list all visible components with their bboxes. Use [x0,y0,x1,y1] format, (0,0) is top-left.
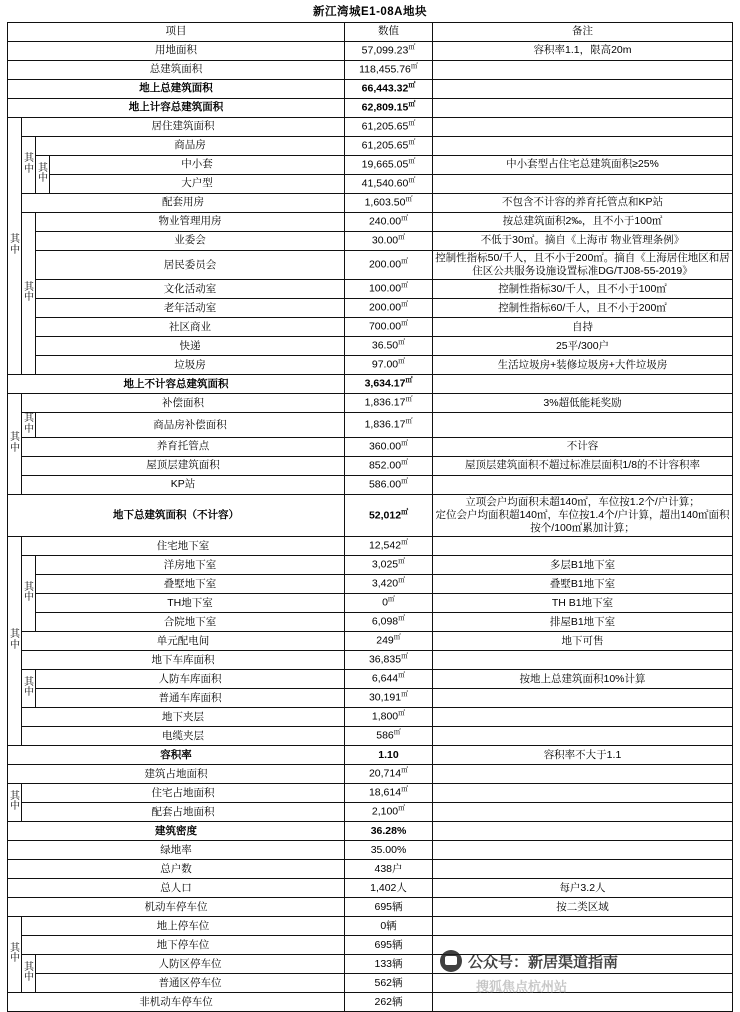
row-value: 62,809.15㎡ [345,99,433,118]
row-label: 电缆夹层 [22,727,345,746]
table-row [8,375,733,394]
group-marker-qizhong: 其中 [8,394,22,495]
table-row [8,708,733,727]
row-label: 容积率 [8,746,345,765]
row-value: 66,443.32㎡ [345,80,433,99]
row-label: 总建筑面积 [8,61,345,80]
unit-sqm: ㎡ [401,282,409,290]
row-label: 用地面积 [8,42,345,61]
row-label: 绿地率 [8,841,345,860]
row-value: 200.00㎡ [345,299,433,318]
row-value: 3,420㎡ [345,575,433,594]
group-marker-qizhong: 其中 [22,413,36,438]
row-note: 按二类区域 [433,898,733,917]
watermark-sub-text: 搜狐焦点杭州站 [476,979,568,995]
row-label: 住宅地下室 [22,537,345,556]
row-note [433,784,733,803]
row-label: TH地下室 [36,594,345,613]
row-label: 居民委员会 [36,251,345,280]
row-note [433,175,733,194]
row-value: 3,634.17㎡ [345,375,433,394]
unit-sqm: ㎡ [398,577,406,585]
table-row [8,651,733,670]
table-row [8,670,733,689]
table-row [8,613,733,632]
row-label: 非机动车停车位 [8,993,345,1012]
table-row [8,394,733,413]
row-label: 洋房地下室 [36,556,345,575]
row-value: 118,455.76㎡ [345,61,433,80]
row-note [433,993,733,1012]
group-marker-qizhong: 其中 [8,917,22,993]
row-label: 垃圾房 [36,356,345,375]
row-value: 12,542㎡ [345,537,433,556]
row-note: 容积率不大于1.1 [433,746,733,765]
row-note [433,860,733,879]
row-note: 不包含不计容的养育托管点和KP站 [433,194,733,213]
table-row [8,494,733,536]
row-note: 多层B1地下室 [433,556,733,575]
row-label: 地上总建筑面积 [8,80,345,99]
unit-sqm: ㎡ [393,729,401,737]
row-label: 养育托管点 [22,437,345,456]
unit-sqm: ㎡ [398,615,406,623]
table-row [8,99,733,118]
row-note [433,118,733,137]
row-value: 36,835㎡ [345,651,433,670]
row-label: 商品房补偿面积 [36,413,345,438]
row-label: 商品房 [36,137,345,156]
row-value: 2,100㎡ [345,803,433,822]
row-value: 52,012㎡ [345,494,433,536]
row-value: 695辆 [345,936,433,955]
row-label: 人防区停车位 [36,955,345,974]
row-value: 586㎡ [345,727,433,746]
row-label: 建筑密度 [8,822,345,841]
row-note: 容积率1.1，限高20m [433,42,733,61]
table-row [8,318,733,337]
row-note: 每户3.2人 [433,879,733,898]
row-label: 地下停车位 [22,936,345,955]
row-note: 控制性指标60/千人，且不小于200㎡ [433,299,733,318]
group-marker-qizhong: 其中 [22,670,36,708]
unit-sqm: ㎡ [401,320,409,328]
row-value: 61,205.65㎡ [345,137,433,156]
unit-sqm: ㎡ [393,634,401,642]
row-value: 1,800㎡ [345,708,433,727]
table-header-row [8,23,733,42]
row-note [433,841,733,860]
row-value: 57,099.23㎡ [345,42,433,61]
group-marker-qizhong: 其中 [8,118,22,375]
row-label: KP站 [22,475,345,494]
row-note: 生活垃圾房+装修垃圾房+大件垃圾房 [433,356,733,375]
unit-sqm: ㎡ [401,215,409,223]
row-value: 30,191㎡ [345,689,433,708]
table-row [8,917,733,936]
row-note: 3%超低能耗奖励 [433,394,733,413]
row-value: 133辆 [345,955,433,974]
row-note: 25平/300户 [433,337,733,356]
unit-label: 辆 [392,938,403,951]
row-label: 地下夹层 [22,708,345,727]
row-value: 20,714㎡ [345,765,433,784]
row-label: 业委会 [36,232,345,251]
row-value: 200.00㎡ [345,251,433,280]
row-label: 单元配电间 [22,632,345,651]
table-row [8,936,733,955]
table-row [8,80,733,99]
unit-label: 辆 [392,900,403,913]
row-label: 补偿面积 [22,394,345,413]
row-label: 叠墅地下室 [36,575,345,594]
row-label: 配套用房 [22,194,345,213]
table-row [8,356,733,375]
row-note [433,413,733,438]
row-note: 控制性指标50/千人，且不小于200㎡。摘自《上海居住地区和居住区公共服务设施设置标准DG/TJ08-55-2019》 [433,251,733,280]
table-row [8,137,733,156]
unit-label: 辆 [386,919,397,932]
table-row [8,556,733,575]
table-row [8,632,733,651]
row-value: 249㎡ [345,632,433,651]
table-row [8,727,733,746]
row-note [433,375,733,394]
row-note [433,955,733,974]
table-row [8,689,733,708]
row-note: 不低于30㎡。摘自《上海市 物业管理条例》 [433,232,733,251]
table-row [8,42,733,61]
row-note [433,61,733,80]
row-note: 叠墅B1地下室 [433,575,733,594]
row-value: 562辆 [345,974,433,993]
row-note [433,651,733,670]
unit-label: 户 [392,862,403,875]
table-row [8,537,733,556]
row-value: 438户 [345,860,433,879]
row-label: 地上不计容总建筑面积 [8,375,345,394]
table-row [8,784,733,803]
row-value: 30.00㎡ [345,232,433,251]
row-note [433,974,733,993]
row-value: 262辆 [345,993,433,1012]
row-value: 700.00㎡ [345,318,433,337]
unit-sqm: ㎡ [398,805,406,813]
table-row [8,213,733,232]
row-value: 852.00㎡ [345,456,433,475]
row-note: 排屋B1地下室 [433,613,733,632]
table-body [8,23,733,1012]
unit-sqm: ㎡ [401,767,409,775]
row-note: TH B1地下室 [433,594,733,613]
unit-sqm: ㎡ [398,358,406,366]
unit-label: 人 [396,881,407,894]
unit-sqm: ㎡ [405,418,413,426]
table-row [8,437,733,456]
table-row [8,993,733,1012]
column-header-note: 备注 [433,23,733,42]
row-label: 普通车库面积 [36,689,345,708]
group-marker-qizhong: 其中 [22,213,36,375]
row-label: 地上计容总建筑面积 [8,99,345,118]
row-label: 总人口 [8,879,345,898]
unit-sqm: ㎡ [408,139,416,147]
unit-sqm: ㎡ [401,539,409,547]
table-row [8,118,733,137]
row-value: 6,098㎡ [345,613,433,632]
unit-sqm: ㎡ [405,196,413,204]
row-label: 物业管理用房 [36,213,345,232]
unit-sqm: ㎡ [398,672,406,680]
row-value: 35.00% [345,841,433,860]
table-row [8,475,733,494]
row-note [433,80,733,99]
row-note [433,765,733,784]
unit-sqm: ㎡ [408,120,416,128]
row-label: 机动车停车位 [8,898,345,917]
row-value: 1,402人 [345,879,433,898]
row-value: 100.00㎡ [345,280,433,299]
row-note [433,917,733,936]
row-value: 6,644㎡ [345,670,433,689]
row-label: 地下车库面积 [22,651,345,670]
unit-label: 辆 [392,976,403,989]
row-value: 586.00㎡ [345,475,433,494]
table-row [8,594,733,613]
row-note [433,537,733,556]
group-marker-qizhong: 其中 [36,156,50,194]
row-note: 立项会户均面积未超140㎡，车位按1.2个/户计算； 定位会户均面积超140㎡，车位按1.4个/户计算，超出140㎡面积按个/100㎡累加计算； [433,494,733,536]
column-header-value: 数值 [345,23,433,42]
table-row [8,746,733,765]
table-row [8,974,733,993]
unit-sqm: ㎡ [401,478,409,486]
row-note: 屋顶层建筑面积不超过标准层面积1/8的不计容积率 [433,456,733,475]
row-label: 普通区停车位 [36,974,345,993]
row-value: 360.00㎡ [345,437,433,456]
row-note [433,822,733,841]
unit-sqm: ㎡ [398,339,406,347]
row-value: 18,614㎡ [345,784,433,803]
group-marker-qizhong: 其中 [22,556,36,632]
table-row [8,232,733,251]
row-label: 快递 [36,337,345,356]
row-note [433,803,733,822]
table-row [8,765,733,784]
row-value: 240.00㎡ [345,213,433,232]
row-note [433,936,733,955]
row-value: 36.50㎡ [345,337,433,356]
group-marker-qizhong: 其中 [22,955,36,993]
unit-sqm: ㎡ [401,691,409,699]
row-note: 按总建筑面积2‰，且不小于100㎡ [433,213,733,232]
table-row [8,61,733,80]
row-value: 1,836.17㎡ [345,394,433,413]
table-row [8,337,733,356]
unit-sqm: ㎡ [408,44,416,52]
group-marker-qizhong: 其中 [8,784,22,822]
table-row [8,803,733,822]
row-note [433,99,733,118]
unit-sqm: ㎡ [401,301,409,309]
unit-sqm: ㎡ [408,82,416,90]
row-label: 大户型 [50,175,345,194]
row-note: 不计容 [433,437,733,456]
group-marker-qizhong: 其中 [22,137,36,194]
unit-sqm: ㎡ [398,234,406,242]
table-row [8,175,733,194]
row-value: 695辆 [345,898,433,917]
row-label: 人防车库面积 [36,670,345,689]
unit-sqm: ㎡ [408,177,416,185]
table-row [8,413,733,438]
column-header-item: 项目 [8,23,345,42]
table-row [8,251,733,280]
row-note [433,689,733,708]
page-title: 新江湾城E1-08A地块 [313,6,427,18]
table-row [8,898,733,917]
row-label: 居住建筑面积 [22,118,345,137]
row-value: 3,025㎡ [345,556,433,575]
unit-sqm: ㎡ [401,440,409,448]
table-row [8,841,733,860]
unit-sqm: ㎡ [405,377,413,385]
row-value: 0㎡ [345,594,433,613]
row-note [433,475,733,494]
row-note: 中小套型占住宅总建筑面积≥25% [433,156,733,175]
unit-label: 辆 [392,957,403,970]
row-label: 配套占地面积 [22,803,345,822]
row-note: 地下可售 [433,632,733,651]
row-label: 老年活动室 [36,299,345,318]
unit-sqm: ㎡ [398,710,406,718]
table-row [8,575,733,594]
unit-sqm: ㎡ [401,508,409,516]
row-note [433,727,733,746]
row-label: 住宅占地面积 [22,784,345,803]
table-row [8,299,733,318]
spec-table [7,22,733,1012]
row-note: 按地上总建筑面积10%计算 [433,670,733,689]
unit-sqm: ㎡ [410,63,418,71]
row-note: 控制性指标30/千人，且不小于100㎡ [433,280,733,299]
row-value: 1,603.50㎡ [345,194,433,213]
table-row [8,955,733,974]
row-value: 0辆 [345,917,433,936]
unit-sqm: ㎡ [401,786,409,794]
unit-label: 辆 [392,995,403,1008]
row-value: 61,205.65㎡ [345,118,433,137]
row-note [433,137,733,156]
table-row [8,822,733,841]
row-value: 41,540.60㎡ [345,175,433,194]
unit-sqm: ㎡ [401,653,409,661]
table-row [8,156,733,175]
row-value: 97.00㎡ [345,356,433,375]
row-label: 社区商业 [36,318,345,337]
row-note [433,708,733,727]
row-label: 地上停车位 [22,917,345,936]
row-label: 合院地下室 [36,613,345,632]
unit-sqm: ㎡ [408,158,416,166]
row-value: 36.28% [345,822,433,841]
row-label: 屋顶层建筑面积 [22,456,345,475]
table-row [8,280,733,299]
row-value: 1.10 [345,746,433,765]
table-row [8,456,733,475]
unit-sqm: ㎡ [401,459,409,467]
row-value: 1,836.17㎡ [345,413,433,438]
watermark-main-text: 公众号：新居渠道指南 [468,953,619,971]
unit-sqm: ㎡ [387,596,395,604]
row-label: 中小套 [50,156,345,175]
table-row [8,860,733,879]
table-row [8,879,733,898]
row-label: 文化活动室 [36,280,345,299]
row-note: 自持 [433,318,733,337]
unit-sqm: ㎡ [401,258,409,266]
row-label: 地下总建筑面积（不计容） [8,494,345,536]
unit-sqm: ㎡ [398,558,406,566]
row-label: 建筑占地面积 [8,765,345,784]
unit-sqm: ㎡ [408,101,416,109]
unit-sqm: ㎡ [405,396,413,404]
table-row [8,194,733,213]
group-marker-qizhong: 其中 [8,537,22,746]
row-value: 19,665.05㎡ [345,156,433,175]
row-label: 总户数 [8,860,345,879]
